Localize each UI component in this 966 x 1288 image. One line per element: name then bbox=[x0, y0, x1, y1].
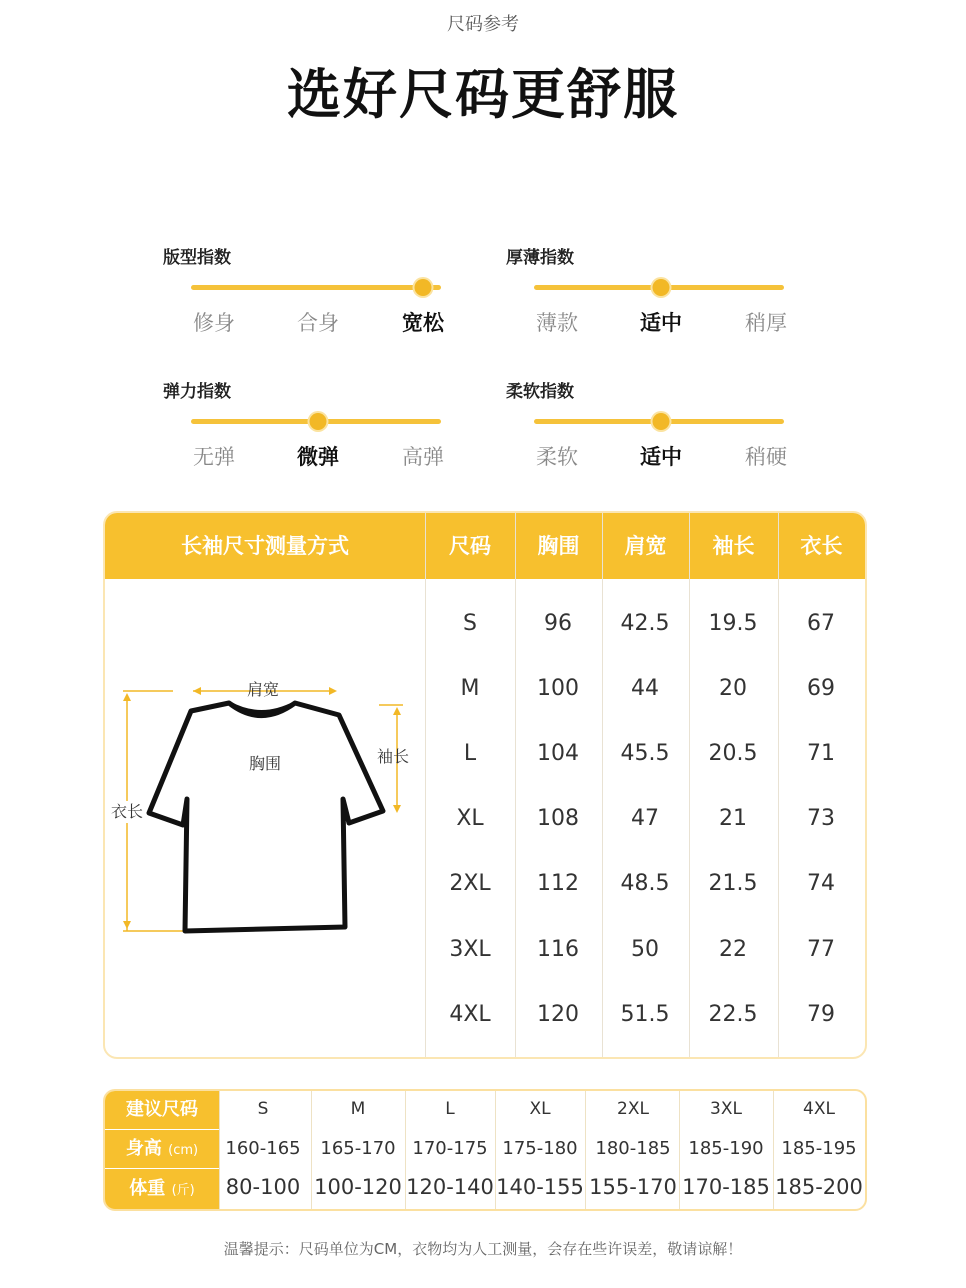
table-cell-size: M bbox=[460, 676, 480, 701]
index-option: 高弹 bbox=[402, 445, 444, 469]
table-cell-size: 2XL bbox=[449, 871, 491, 896]
table-cell-length: 71 bbox=[807, 741, 835, 766]
divider bbox=[689, 513, 690, 1057]
recommend-cell-weights: 140-155 bbox=[496, 1175, 584, 1199]
index-label: 版型指数 bbox=[163, 248, 231, 268]
index-option: 柔软 bbox=[536, 445, 578, 469]
divider bbox=[585, 1091, 586, 1209]
recommend-table bbox=[103, 1089, 867, 1211]
table-cell-sleeve: 22 bbox=[719, 937, 747, 962]
recommend-cell-sizes: S bbox=[257, 1099, 269, 1119]
recommend-cell-heights: 170-175 bbox=[412, 1138, 488, 1159]
table-cell-chest: 108 bbox=[537, 806, 579, 831]
diagram-label-chest: 胸围 bbox=[248, 754, 282, 773]
divider bbox=[602, 513, 603, 1057]
header-length: 衣长 bbox=[800, 534, 843, 558]
recommend-cell-heights: 160-165 bbox=[225, 1138, 301, 1159]
index-label: 厚薄指数 bbox=[506, 248, 574, 268]
index-knob bbox=[653, 279, 670, 296]
diagram-label-length: 衣长 bbox=[110, 802, 144, 821]
index-knob bbox=[310, 413, 327, 430]
header-shoulder: 肩宽 bbox=[624, 534, 667, 558]
footer-note: 温馨提示：尺码单位为CM，衣物均为人工测量，会存在些许误差，敬请谅解！ bbox=[223, 1240, 743, 1258]
table-cell-length: 77 bbox=[807, 937, 835, 962]
recommend-cell-weights: 185-200 bbox=[775, 1175, 863, 1199]
index-option: 宽松 bbox=[402, 311, 444, 335]
header-chest: 胸围 bbox=[537, 534, 580, 558]
table-cell-size: L bbox=[463, 741, 477, 766]
divider bbox=[773, 1091, 774, 1209]
tshirt-diagram-icon bbox=[103, 673, 423, 943]
header-size: 尺码 bbox=[449, 534, 491, 558]
header-sleeve: 袖长 bbox=[712, 534, 755, 558]
header-measure-method: 长袖尺寸测量方式 bbox=[181, 534, 349, 558]
index-label: 弹力指数 bbox=[163, 382, 231, 402]
table-cell-sleeve: 21 bbox=[719, 806, 747, 831]
recommend-cell-heights: 165-170 bbox=[320, 1138, 396, 1159]
recommend-cell-weights: 170-185 bbox=[682, 1175, 770, 1199]
table-cell-size: XL bbox=[456, 806, 484, 831]
page-title: 选好尺码更舒服 bbox=[287, 63, 679, 126]
table-cell-shoulder: 44 bbox=[631, 676, 659, 701]
index-option: 稍硬 bbox=[745, 445, 787, 469]
index-elasticity bbox=[163, 377, 463, 487]
table-cell-shoulder: 48.5 bbox=[620, 871, 670, 896]
table-cell-shoulder: 51.5 bbox=[620, 1002, 670, 1027]
index-option: 适中 bbox=[640, 445, 682, 469]
divider bbox=[679, 1091, 680, 1209]
recommend-label-size: 建议尺码 bbox=[105, 1091, 219, 1129]
index-option: 适中 bbox=[640, 311, 682, 335]
recommend-cell-weights: 120-140 bbox=[406, 1175, 494, 1199]
recommend-cell-heights: 185-190 bbox=[688, 1138, 764, 1159]
table-cell-length: 74 bbox=[807, 871, 835, 896]
divider bbox=[311, 1091, 312, 1209]
table-cell-sleeve: 20.5 bbox=[708, 741, 758, 766]
index-option: 薄款 bbox=[536, 311, 578, 335]
table-cell-length: 79 bbox=[807, 1002, 835, 1027]
page-subtitle: 尺码参考 bbox=[447, 14, 519, 35]
diagram-label-sleeve: 袖长 bbox=[376, 747, 410, 766]
table-cell-chest: 116 bbox=[537, 937, 579, 962]
index-softness bbox=[506, 377, 806, 487]
table-cell-sleeve: 21.5 bbox=[708, 871, 758, 896]
size-table-header bbox=[105, 513, 865, 579]
table-cell-length: 69 bbox=[807, 676, 835, 701]
recommend-label-weight: 体重 (斤) bbox=[105, 1169, 219, 1209]
recommend-cell-heights: 175-180 bbox=[502, 1138, 578, 1159]
table-cell-shoulder: 47 bbox=[631, 806, 659, 831]
recommend-cell-heights: 185-195 bbox=[781, 1138, 857, 1159]
index-option: 合身 bbox=[297, 311, 339, 335]
recommend-cell-sizes: M bbox=[350, 1099, 366, 1119]
table-cell-chest: 96 bbox=[544, 611, 572, 636]
recommend-cell-sizes: L bbox=[445, 1099, 455, 1119]
table-cell-size: 3XL bbox=[449, 937, 491, 962]
divider bbox=[495, 1091, 496, 1209]
index-track bbox=[191, 419, 441, 424]
index-option: 修身 bbox=[193, 311, 235, 335]
divider bbox=[425, 513, 426, 1057]
divider bbox=[778, 513, 779, 1057]
index-track bbox=[191, 285, 441, 290]
recommend-cell-sizes: 4XL bbox=[803, 1099, 835, 1119]
table-cell-length: 67 bbox=[807, 611, 835, 636]
index-option: 无弹 bbox=[193, 445, 235, 469]
index-track bbox=[534, 285, 784, 290]
recommend-cell-weights: 80-100 bbox=[225, 1175, 301, 1199]
index-option: 微弹 bbox=[297, 445, 339, 469]
table-cell-shoulder: 42.5 bbox=[620, 611, 670, 636]
divider bbox=[219, 1091, 220, 1209]
recommend-cell-weights: 155-170 bbox=[589, 1175, 677, 1199]
index-option: 稍厚 bbox=[745, 311, 787, 335]
table-cell-sleeve: 22.5 bbox=[708, 1002, 758, 1027]
divider bbox=[515, 513, 516, 1057]
recommend-cell-sizes: 2XL bbox=[617, 1099, 649, 1119]
table-cell-shoulder: 50 bbox=[631, 937, 659, 962]
table-cell-size: 4XL bbox=[449, 1002, 491, 1027]
table-cell-chest: 104 bbox=[537, 741, 579, 766]
index-fit bbox=[163, 243, 463, 353]
table-cell-chest: 120 bbox=[537, 1002, 579, 1027]
index-knob bbox=[653, 413, 670, 430]
recommend-cell-heights: 180-185 bbox=[595, 1138, 671, 1159]
table-cell-size: S bbox=[463, 611, 477, 636]
table-cell-chest: 100 bbox=[537, 676, 579, 701]
divider bbox=[405, 1091, 406, 1209]
index-label: 柔软指数 bbox=[506, 382, 574, 402]
table-cell-chest: 112 bbox=[537, 871, 579, 896]
recommend-cell-sizes: XL bbox=[529, 1099, 551, 1119]
table-cell-shoulder: 45.5 bbox=[620, 741, 670, 766]
recommend-cell-sizes: 3XL bbox=[710, 1099, 742, 1119]
index-thickness bbox=[506, 243, 806, 353]
diagram-label-shoulder: 肩宽 bbox=[246, 680, 280, 699]
table-cell-sleeve: 20 bbox=[719, 676, 747, 701]
index-track bbox=[534, 419, 784, 424]
table-cell-length: 73 bbox=[807, 806, 835, 831]
recommend-label-height: 身高 (cm) bbox=[105, 1130, 219, 1168]
recommend-cell-weights: 100-120 bbox=[314, 1175, 402, 1199]
index-knob bbox=[415, 279, 432, 296]
table-cell-sleeve: 19.5 bbox=[708, 611, 758, 636]
